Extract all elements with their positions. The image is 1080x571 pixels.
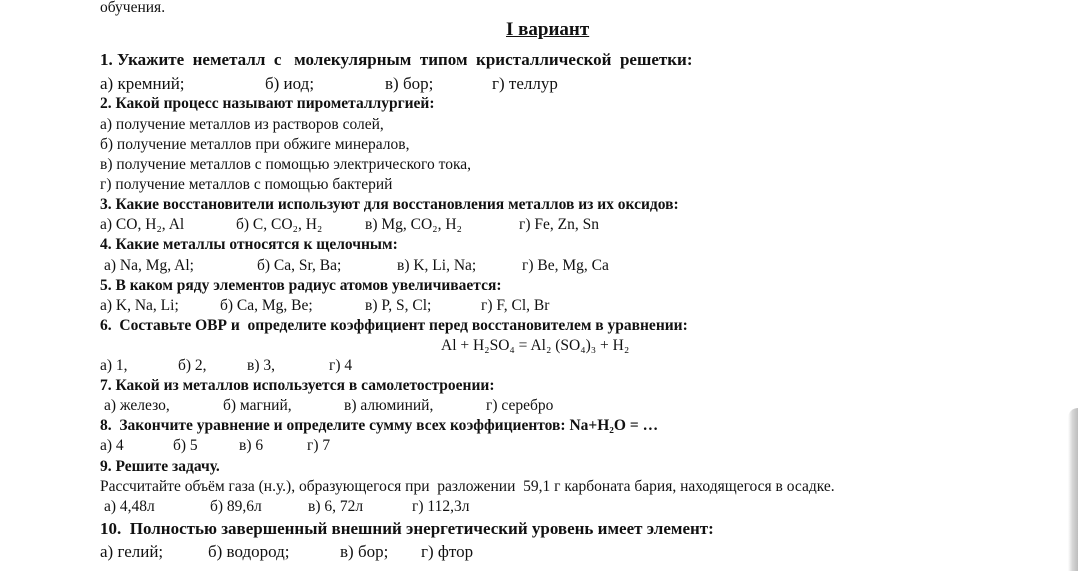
q9-option-d: г) 112,3л — [412, 498, 470, 515]
q4-option-d: г) Be, Mg, Ca — [522, 257, 609, 274]
question-9: 9. Решите задачу. — [100, 458, 220, 475]
q6-option-c: в) 3, — [247, 357, 275, 374]
question-2: 2. Какой процесс называют пирометаллургией: — [100, 95, 435, 112]
q2-line-b: б) получение металлов при обжиге минералов, — [100, 136, 410, 153]
question-1: 1. Укажите неметалл с молекулярным типом кристаллической решетки: — [100, 50, 693, 69]
q9-option-b: б) 89,6л — [210, 498, 262, 515]
q7-option-d: г) серебро — [486, 397, 554, 414]
q9-option-c: в) 6, 72л — [308, 498, 364, 515]
question-8: 8. Закончите уравнение и определите сумму всех коэффициентов: Na+H₂O = … — [100, 417, 659, 434]
q6-option-a: а) 1, — [100, 357, 128, 374]
question-10: 10. Полностью завершенный внешний энергетический уровень имеет элемент: — [100, 519, 714, 538]
q3-option-a: а) CO, H₂, Al — [100, 216, 185, 233]
q4-option-b: б) Ca, Sr, Ba; — [257, 257, 342, 274]
page-title: I вариант — [506, 19, 590, 40]
q7-option-b: б) магний, — [223, 397, 292, 414]
header-fragment: обучения. — [100, 0, 166, 16]
question-6: 6. Составьте ОВР и определите коэффициент перед восстановителем в уравнении: — [100, 317, 688, 334]
q6-option-d: г) 4 — [329, 357, 353, 374]
page-edge-shadow — [1068, 408, 1078, 571]
question-3: 3. Какие восстановители используют для восстановления металлов из их оксидов: — [100, 196, 679, 213]
q2-line-d: г) получение металлов с помощью бактерий — [100, 176, 393, 193]
q1-option-c: в) бор; — [385, 74, 434, 93]
q8-option-d: г) 7 — [307, 437, 331, 454]
q5-option-b: б) Ca, Mg, Be; — [220, 297, 313, 314]
q1-option-b: б) иод; — [265, 74, 315, 93]
q8-option-b: б) 5 — [173, 437, 198, 454]
q10-option-a: а) гелий; — [100, 542, 164, 561]
q5-option-a: а) K, Na, Li; — [100, 297, 179, 314]
q6-equation: Al + H₂SO₄ = Al₂ (SO₄)₃ + H₂ — [441, 337, 630, 354]
question-4: 4. Какие металлы относятся к щелочным: — [100, 236, 398, 253]
question-5: 5. В каком ряду элементов радиус атомов увеличивается: — [100, 277, 502, 294]
q4-option-a: а) Na, Mg, Al; — [104, 257, 194, 274]
q1-option-a: а) кремний; — [100, 74, 185, 93]
q10-option-d: г) фтор — [421, 542, 474, 561]
q5-option-c: в) P, S, Cl; — [365, 297, 432, 314]
q3-option-c: в) Mg, CO₂, H₂ — [365, 216, 462, 233]
question-7: 7. Какой из металлов используется в самолетостроении: — [100, 377, 495, 394]
q2-line-c: в) получение металлов с помощью электрического тока, — [100, 156, 472, 173]
q9-option-a: а) 4,48л — [104, 498, 155, 515]
q3-option-d: г) Fe, Zn, Sn — [519, 216, 599, 233]
q6-option-b: б) 2, — [178, 357, 207, 374]
q7-option-a: а) железо, — [104, 397, 170, 414]
q2-line-a: а) получение металлов из растворов солей, — [100, 116, 384, 133]
q3-option-b: б) C, CO₂, H₂ — [236, 216, 323, 233]
q4-option-c: в) K, Li, Na; — [397, 257, 477, 274]
q10-option-c: в) бор; — [340, 542, 389, 561]
q8-option-a: а) 4 — [100, 437, 124, 454]
q8-option-c: в) 6 — [239, 437, 264, 454]
q10-option-b: б) водород; — [208, 542, 290, 561]
q5-option-d: г) F, Cl, Br — [481, 297, 550, 314]
q1-option-d: г) теллур — [492, 74, 558, 93]
q7-option-c: в) алюминий, — [344, 397, 434, 414]
q9-text: Рассчитайте объём газа (н.у.), образующегося при разложении 59,1 г карбоната бария, находящегося в осадке. — [100, 478, 835, 495]
